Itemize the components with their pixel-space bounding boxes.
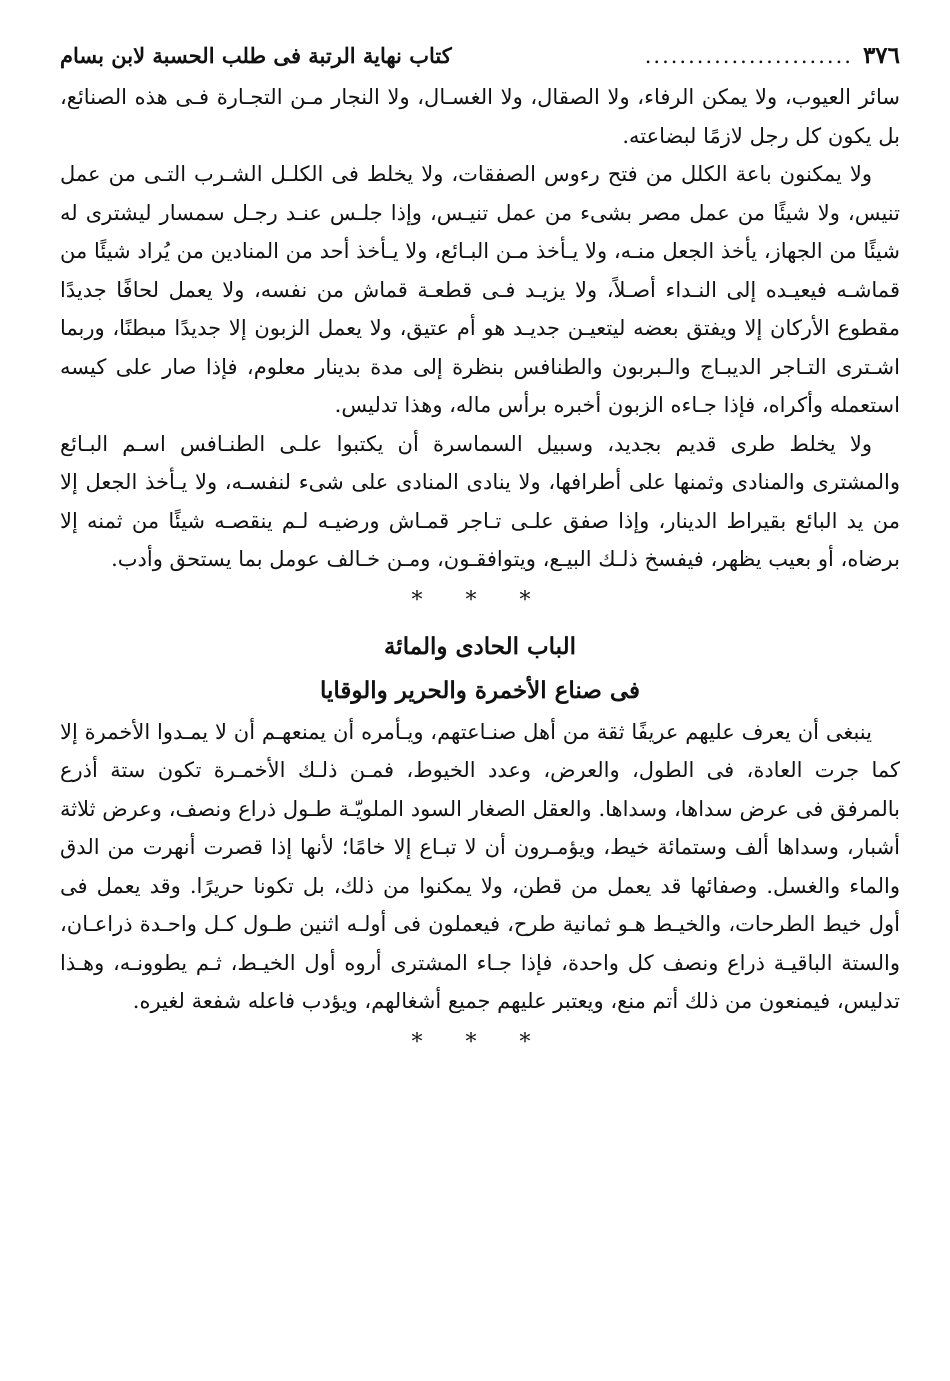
header-leader-dots: ........................ [644, 44, 853, 68]
paragraph-2: ولا يمكنون باعة الكلل من فتح رءوس الصفقات، ولا يخلط فى الكلـل الشـرب التـى من عمل تنيس، ولا شيئًا من عمل مصر بشىء من عمل تنيـس، وإذا جلـس عنـد رجـل سمسار ليشترى له شيئًا من الجهاز، يأخذ الجعل منـه، ولا يـأخذ مـن البـائع، ولا يـأخذ أحد من المنادين من يُراد شيئًا من قماشـه فيعيـده إلى النـداء أصـلاً، ولا يزيـد فـى قطعـة قماش من نفسه، ولا يعمل لحافًا جديدًا مقطوع الأركان إلا ويفتق بعضه ليتعيـن جديـد هو أم عتيق، ولا يعمل الزبون إلا جديدًا مبطنًا، وربما اشـترى التـاجر الديبـاج والـبربون والطنافس بنظرة إلى مدة بدينار معلوم، فإذا صار على كيسه استعمله وأكراه، فإذا جـاءه الزبون أخبره برأس ماله، وهذا تدليس. [60, 162, 900, 417]
running-header [60, 36, 900, 78]
book-title: كتاب نهاية الرتبة فى طلب الحسبة لابن بسام [60, 43, 452, 68]
page-number: ٣٧٦ [862, 42, 900, 69]
paragraph-3: ولا يخلط طرى قديم بجديد، وسبيل السماسرة أن يكتبوا علـى الطنـافس اسـم البـائع والمشترى والمنادى وثمنها على أطرافها، ولا ينادى المنادى على شىء لنفسـه، ولا يـأخذ الجعل إلا من يد البائع بقيراط الدينار، وإذا صفق علـى تـاجر قمـاش ورضيـه لـم ينقصـه شيئًا من ثمنه إلا برضاه، أو بعيب يظهر، فيفسخ ذلـك البيـع، ويتوافقـون، ومـن خـالف عومل بما يستحق وأدب. [60, 431, 900, 571]
chapter-title: الباب الحادى والمائة [383, 632, 577, 660]
section-separator-stars: * * * [411, 587, 549, 613]
paragraph-1: سائر العيوب، ولا يمكن الرفاء، ولا الصقال، ولا الغسـال، ولا النجار مـن التجـارة فـى هذه الصنائع، بل يكون كل رجل لازمًا لبضاعته. [60, 85, 900, 148]
end-separator-stars: * * * [411, 1029, 549, 1055]
chapter-subtitle: فى صناع الأخمرة والحرير والوقايا [319, 676, 641, 704]
document-page [60, 36, 900, 1067]
paragraph-4: ينبغى أن يعرف عليهم عريفًا ثقة من أهل صنـاعتهم، ويـأمره أن يمنعهـم أن لا يمـدوا الأخمرة إلا كما جرت العادة، فى الطول، والعرض، وعدد الخيوط، فمـن ذلـك الأخمـرة تكون ستة أذرع بالمرفق فى عرض سداها، وسداها. والعقل الصغار السود الملويّـة طـول ذراع ونصف، وعرض ثلاثة أشبار، وسداها ألف وستمائة خيط، ويؤمـرون أن لا تبـاع إلا خامًا؛ لأنها إذا قصرت أنهرت من الدق والماء والغسل. وصفائها قد يعمل من قطن، ولا يمكنوا من ذلك، بل تكونا حريرًا. وقد يعمل فى أول خيط الطرحات، والخيـط هـو ثمانية طرح، فيعملون فى أولـه اثنين طـول كـل واحـدة ذراعـان، والستة الباقيـة ذراع ونصف كل واحدة، فإذا جـاء المشترى أروه أول الخيـط، ثـم يطوونـه، وهـذا تدليس، فيمنعون من ذلك أتم منع، ويعتبر عليهم جميع أشغالهم، ويؤدب فاعله شفعة لغيره. [60, 719, 900, 1013]
